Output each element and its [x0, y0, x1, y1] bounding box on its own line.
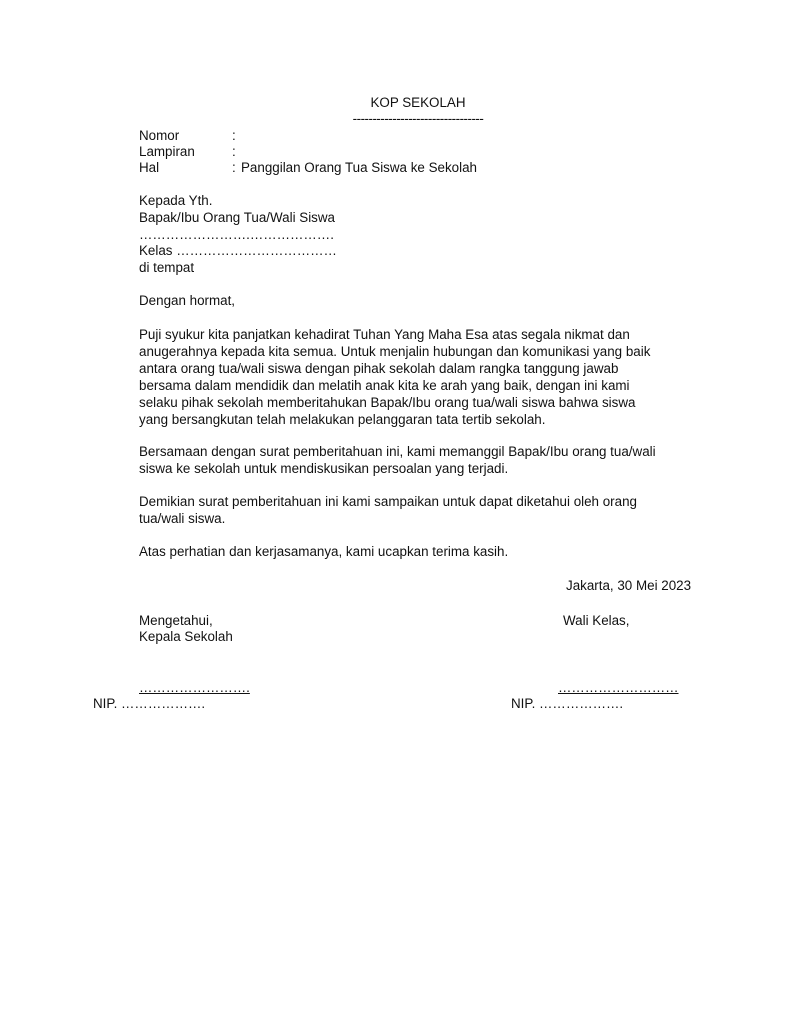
body-paragraph-4: Atas perhatian dan kerjasamanya, kami ucapkan terima kasih. [139, 544, 509, 559]
meta-lampiran-colon: : [232, 144, 236, 159]
body-paragraph-1 [139, 326, 719, 428]
meta-nomor-colon: : [232, 128, 236, 143]
recipient-line-2: Bapak/Ibu Orang Tua/Wali Siswa [139, 210, 335, 225]
paragraph-line: anugerahnya kepada kita semua. Untuk menjalin hubungan dan komunikasi yang baik [139, 344, 651, 359]
body-paragraph-2 [139, 443, 719, 477]
meta-lampiran-label: Lampiran [139, 144, 195, 159]
letterhead-rule: --------------------------------- [352, 111, 484, 126]
left-signatory-title: Kepala Sekolah [139, 629, 233, 644]
left-signature-name-blank: ……………………. [139, 680, 250, 695]
greeting: Dengan hormat, [139, 293, 236, 308]
meta-nomor-label: Nomor [139, 128, 180, 143]
letterhead-title: KOP SEKOLAH [370, 95, 466, 110]
paragraph-line: antara orang tua/wali siswa dengan pihak sekolah dalam rangka tanggung jawab [139, 361, 619, 376]
paragraph-line: yang bersangkutan telah melakukan pelanggaran tata tertib sekolah. [139, 412, 546, 427]
paragraph-line: selaku pihak sekolah memberitahukan Bapak/Ibu orang tua/wali siswa bahwa siswa [139, 395, 636, 410]
body-paragraph-3 [139, 493, 719, 527]
recipient-line-3: …………………….………………. [139, 227, 334, 242]
right-signature-name-blank: ……………………… [558, 680, 679, 695]
date-line: Jakarta, 30 Mei 2023 [566, 578, 692, 593]
meta-hal-colon: : [232, 160, 236, 175]
meta-hal-label: Hal [139, 160, 160, 175]
right-signatory-line-1: Wali Kelas, [563, 613, 630, 628]
paragraph-line: Puji syukur kita panjatkan kehadirat Tuhan Yang Maha Esa atas segala nikmat dan [139, 327, 630, 342]
left-signatory-line-1: Mengetahui, [139, 613, 213, 628]
paragraph-line: Demikian surat pemberitahuan ini kami sampaikan untuk dapat diketahui oleh orang [139, 494, 637, 509]
paragraph-line: bersama dalam mendidik dan melatih anak kita ke arah yang baik, dengan ini kami [139, 378, 630, 393]
paragraph-line: Bersamaan dengan surat pemberitahuan ini, kami memanggil Bapak/Ibu orang tua/wali [139, 444, 656, 459]
paragraph-line: tua/wali siswa. [139, 511, 226, 526]
recipient-line-1: Kepada Yth. [139, 193, 213, 208]
right-nip: NIP. ………………. [511, 696, 624, 711]
meta-hal-value: Panggilan Orang Tua Siswa ke Sekolah [241, 160, 477, 175]
left-nip: NIP. ………………. [93, 696, 206, 711]
recipient-class: Kelas ……………………………… [139, 243, 337, 258]
recipient-place: di tempat [139, 260, 195, 275]
paragraph-line: siswa ke sekolah untuk mendiskusikan persoalan yang terjadi. [139, 461, 509, 476]
